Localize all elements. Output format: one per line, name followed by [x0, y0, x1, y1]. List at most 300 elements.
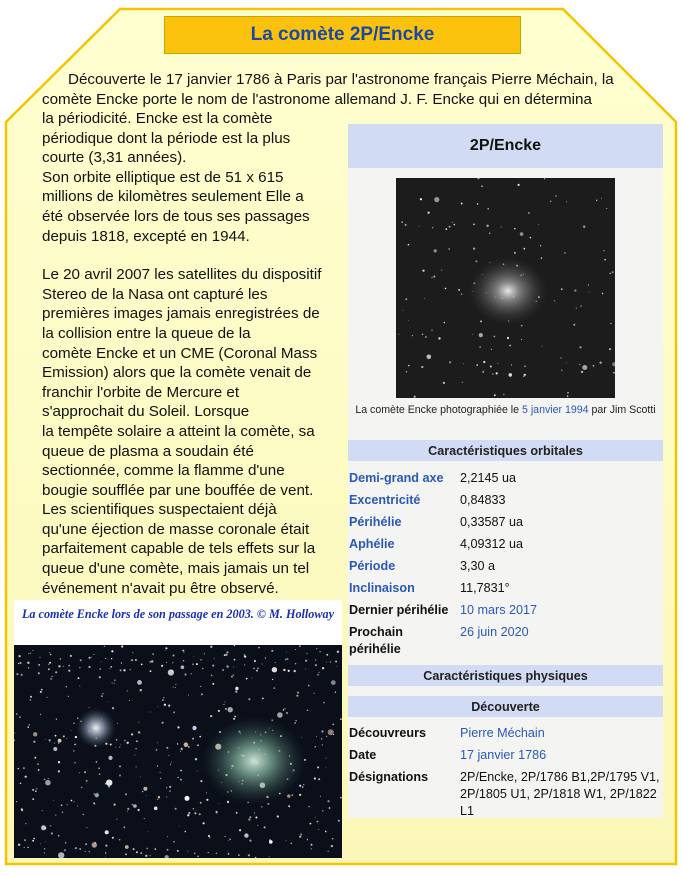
star: [55, 815, 56, 816]
star: [77, 718, 78, 719]
star: [180, 770, 182, 772]
star: [269, 839, 271, 841]
comet-photo-1994[interactable]: [396, 178, 615, 398]
star: [206, 799, 208, 801]
star: [183, 660, 184, 661]
row-value[interactable]: 10 mars 2017: [460, 603, 538, 617]
star: [473, 224, 475, 226]
star: [197, 856, 199, 858]
star: [233, 718, 235, 720]
text-line: comète Encke et un CME (Coronal Mass: [42, 344, 318, 362]
star: [323, 702, 325, 704]
star: [44, 853, 45, 854]
star: [89, 851, 90, 852]
star: [164, 704, 166, 706]
star: [119, 839, 120, 840]
star: [123, 826, 125, 828]
star: [49, 739, 51, 741]
star: [166, 747, 168, 749]
star: [177, 850, 179, 852]
star: [163, 697, 164, 698]
star: [165, 650, 166, 651]
star: [530, 237, 532, 239]
row-value: 11,7831°: [460, 581, 510, 595]
star: [168, 755, 169, 756]
text-line: été observée lors de tous ses passages: [42, 207, 310, 225]
star: [123, 669, 125, 671]
star: [21, 808, 23, 810]
star: [170, 764, 171, 765]
star: [70, 655, 72, 657]
star: [178, 777, 179, 778]
star: [193, 808, 194, 809]
star: [294, 670, 296, 672]
star: [449, 361, 451, 363]
star: [318, 778, 320, 780]
star: [187, 814, 189, 816]
star: [299, 645, 301, 647]
star: [458, 289, 460, 291]
star: [226, 665, 228, 667]
star: [63, 735, 65, 737]
star: [566, 363, 567, 364]
star: [106, 780, 112, 786]
star: [144, 818, 145, 819]
star: [33, 732, 37, 736]
star: [177, 726, 179, 728]
star: [272, 679, 273, 680]
star: [212, 683, 214, 685]
star: [333, 734, 334, 735]
star: [132, 652, 133, 653]
star: [102, 693, 103, 694]
star: [604, 259, 606, 261]
star: [194, 812, 196, 814]
star: [295, 649, 296, 650]
star: [24, 839, 26, 841]
star: [408, 320, 409, 321]
star: [340, 797, 342, 799]
star: [287, 794, 290, 797]
star: [182, 650, 184, 652]
star: [38, 664, 40, 666]
star: [239, 829, 241, 831]
star: [56, 719, 57, 720]
paragraph-orbit: [42, 109, 342, 246]
star: [97, 793, 98, 794]
star: [121, 645, 123, 647]
star: [218, 710, 220, 712]
star: [88, 657, 90, 659]
star: [93, 793, 95, 795]
star: [120, 669, 122, 671]
star: [472, 334, 473, 335]
star: [308, 685, 310, 687]
star: [21, 674, 23, 676]
star: [480, 320, 482, 322]
comet-infobox: [348, 124, 663, 818]
star: [494, 336, 496, 338]
star: [129, 700, 130, 701]
star: [27, 726, 29, 728]
star: [131, 659, 133, 661]
star: [406, 371, 407, 372]
star: [40, 657, 41, 658]
star: [286, 840, 287, 841]
star: [108, 786, 110, 788]
star: [206, 792, 207, 793]
star: [610, 323, 611, 324]
intro-text: Découverte le 17 janvier 1786 à Paris par l'astronome français Pierre Méchain, la comète Encke porte le nom de l'astronome allemand J. F. Encke qui en détermina: [42, 71, 614, 108]
star: [244, 654, 246, 656]
star: [185, 831, 187, 833]
star: [138, 809, 140, 811]
star: [135, 748, 136, 749]
star: [252, 678, 253, 679]
star: [143, 787, 147, 791]
star: [331, 845, 333, 847]
star: [140, 777, 141, 778]
star: [461, 203, 463, 205]
star: [79, 772, 80, 773]
text-line: la tempête solaire a atteint la comète, sa: [42, 422, 315, 440]
star: [296, 695, 298, 697]
row-value[interactable]: 17 janvier 1786: [460, 748, 547, 762]
star: [523, 376, 524, 377]
star: [83, 814, 84, 815]
star: [120, 744, 121, 745]
section-orbital: Caractéristiques orbitales: [348, 440, 663, 461]
star: [173, 655, 175, 657]
star: [108, 701, 109, 702]
star: [588, 284, 589, 285]
star: [105, 658, 106, 659]
star: [544, 178, 545, 179]
star: [200, 659, 201, 660]
star: [55, 671, 57, 673]
star: [173, 841, 175, 843]
star: [155, 848, 157, 850]
star: [180, 779, 182, 781]
star: [179, 826, 180, 827]
star: [294, 722, 296, 724]
star: [58, 770, 60, 772]
star: [188, 695, 189, 696]
star: [136, 851, 138, 853]
star: [445, 228, 447, 230]
star: [292, 794, 294, 796]
star: [49, 652, 50, 653]
star: [249, 840, 251, 842]
star: [487, 208, 489, 210]
star: [225, 702, 226, 703]
star: [501, 227, 502, 228]
star: [261, 806, 263, 808]
star: [119, 765, 121, 767]
star: [514, 228, 516, 230]
star: [105, 783, 107, 785]
star: [161, 665, 163, 667]
star: [86, 827, 87, 828]
star: [402, 310, 403, 311]
star: [192, 726, 196, 730]
text-line: Stereo de la Nasa ont capturé les: [42, 285, 268, 303]
star: [236, 812, 238, 814]
star: [68, 670, 70, 672]
text-line: premières images jamais enregistrées de: [42, 305, 320, 323]
star: [579, 364, 580, 365]
star: [105, 852, 106, 853]
star: [157, 742, 158, 743]
star: [74, 762, 75, 763]
star: [35, 790, 37, 792]
text-line: depuis 1818, excepté en 1944.: [42, 227, 250, 245]
star: [305, 669, 306, 670]
star: [158, 796, 160, 798]
caption-date-link[interactable]: 5 janvier 1994: [521, 404, 589, 416]
star: [58, 835, 60, 837]
star: [283, 669, 285, 671]
star: [238, 854, 240, 856]
star: [169, 786, 171, 788]
star: [441, 270, 442, 271]
row-label[interactable]: Demi-grand axe: [349, 471, 444, 485]
star: [272, 667, 277, 672]
star: [521, 339, 522, 340]
next-perihelion-value[interactable]: 26 juin 2020: [460, 625, 529, 639]
star: [51, 676, 52, 677]
text-line: la collision entre la queue de la: [42, 324, 251, 342]
star: [19, 655, 21, 657]
star: [299, 794, 301, 796]
star: [151, 660, 153, 662]
star: [566, 201, 567, 202]
row-value[interactable]: Pierre Méchain: [460, 726, 545, 740]
star: [99, 773, 101, 775]
paragraph-stereo: [42, 265, 342, 598]
star: [78, 677, 80, 679]
comet-photo-2003: [14, 645, 342, 858]
star: [235, 687, 238, 690]
star: [300, 833, 302, 835]
star: [331, 680, 336, 685]
star: [124, 740, 126, 742]
section-discovery: Découverte: [348, 696, 663, 717]
star: [477, 203, 479, 205]
star: [335, 661, 337, 663]
text-line: événement n'avait pu être observé.: [42, 579, 279, 597]
star: [295, 663, 296, 664]
star: [111, 658, 112, 659]
star: [112, 837, 114, 839]
star: [20, 783, 22, 785]
star: [85, 851, 86, 852]
star: [24, 847, 25, 848]
row-value: 0,33587 ua: [460, 515, 524, 529]
star: [233, 667, 234, 668]
star: [601, 198, 602, 199]
designation-line: 2P/Encke, 2P/1786 B1,2P/1795 V1,: [460, 770, 660, 784]
star: [315, 664, 317, 666]
star: [507, 337, 509, 339]
star: [32, 798, 34, 800]
star: [81, 787, 82, 788]
star: [203, 822, 205, 824]
article-text: [42, 109, 342, 598]
star: [173, 711, 175, 713]
star: [25, 776, 27, 778]
star: [133, 848, 135, 850]
star: [307, 839, 308, 840]
star: [286, 652, 287, 653]
star: [64, 849, 66, 851]
star: [486, 225, 488, 227]
star: [140, 689, 142, 691]
star: [58, 761, 60, 763]
star: [209, 837, 210, 838]
star: [443, 382, 445, 384]
star: [201, 693, 203, 695]
row-label[interactable]: Inclinaison: [349, 581, 415, 595]
star: [332, 724, 334, 726]
star: [141, 664, 143, 666]
star: [152, 653, 154, 655]
star: [336, 666, 337, 667]
star: [62, 812, 63, 813]
star: [433, 276, 435, 278]
star: [119, 747, 120, 748]
star: [14, 732, 15, 733]
star: [184, 673, 186, 675]
star: [177, 743, 178, 744]
star: [228, 707, 233, 712]
row-label[interactable]: Aphélie: [349, 537, 395, 551]
star: [38, 769, 40, 771]
star: [196, 663, 198, 665]
star: [514, 252, 516, 254]
star: [51, 832, 53, 834]
star: [172, 662, 173, 663]
star: [127, 811, 128, 812]
star: [449, 226, 451, 228]
star: [227, 801, 228, 802]
star: [225, 836, 226, 837]
star: [328, 729, 334, 735]
star: [509, 345, 511, 347]
star: [479, 346, 481, 348]
star: [127, 808, 129, 810]
star: [210, 715, 212, 717]
designations-value: [460, 769, 665, 820]
star: [210, 646, 212, 648]
star: [285, 708, 286, 709]
star: [61, 804, 63, 806]
star: [105, 845, 107, 847]
row-label: Découvreurs: [349, 726, 426, 740]
star: [16, 801, 17, 802]
star: [50, 825, 52, 827]
star: [73, 723, 75, 725]
star: [53, 747, 57, 751]
star: [168, 705, 170, 707]
star: [302, 786, 304, 788]
star: [248, 698, 250, 700]
star: [328, 851, 329, 852]
star: [316, 648, 317, 649]
star: [306, 653, 307, 654]
star: [167, 849, 169, 851]
star: [84, 771, 86, 773]
star: [77, 805, 78, 806]
star: [561, 370, 562, 371]
star: [609, 348, 611, 350]
star: [75, 736, 77, 738]
star: [20, 662, 22, 664]
star: [134, 755, 135, 756]
star: [327, 800, 329, 802]
star: [30, 699, 32, 701]
star: [287, 658, 289, 660]
star: [116, 739, 118, 741]
row-label[interactable]: Excentricité: [349, 493, 421, 507]
star: [73, 750, 74, 751]
star: [316, 736, 317, 737]
star: [125, 793, 127, 795]
star: [422, 334, 423, 335]
star: [491, 349, 492, 350]
star: [425, 336, 427, 338]
text-line: bougie soufflée par une bouffée de vent.: [42, 481, 314, 499]
star: [28, 667, 29, 668]
star: [184, 652, 185, 653]
star: [275, 662, 276, 663]
star: [140, 852, 142, 854]
star: [228, 853, 230, 855]
star: [317, 674, 319, 676]
text-line: millions de kilomètres seulement Elle a: [42, 188, 304, 206]
star: [71, 730, 72, 731]
star: [29, 724, 30, 725]
row-label[interactable]: Période: [349, 559, 396, 573]
section-physical: Caractéristiques physiques: [348, 665, 663, 686]
star: [58, 742, 59, 743]
star: [33, 741, 35, 743]
star: [313, 693, 314, 694]
row-value: 3,30 a: [460, 559, 496, 573]
text-line: Emission) alors que la comète venait de: [42, 364, 312, 382]
star: [318, 829, 319, 830]
star: [196, 810, 197, 811]
row-label[interactable]: Périhélie: [349, 515, 402, 529]
star: [338, 820, 340, 822]
star: [199, 736, 201, 738]
star: [401, 221, 403, 223]
text-line: Le 20 avril 2007 les satellites du dispositif: [42, 266, 322, 284]
star: [301, 737, 302, 738]
star: [225, 708, 227, 710]
star: [150, 670, 152, 672]
star: [27, 662, 29, 664]
star: [216, 853, 217, 854]
star: [197, 771, 198, 772]
star: [185, 796, 190, 801]
star: [79, 686, 80, 687]
star: [54, 742, 55, 743]
star: [297, 692, 299, 694]
star: [518, 184, 520, 186]
row-value: 2,2145 ua: [460, 471, 517, 485]
star: [322, 667, 324, 669]
